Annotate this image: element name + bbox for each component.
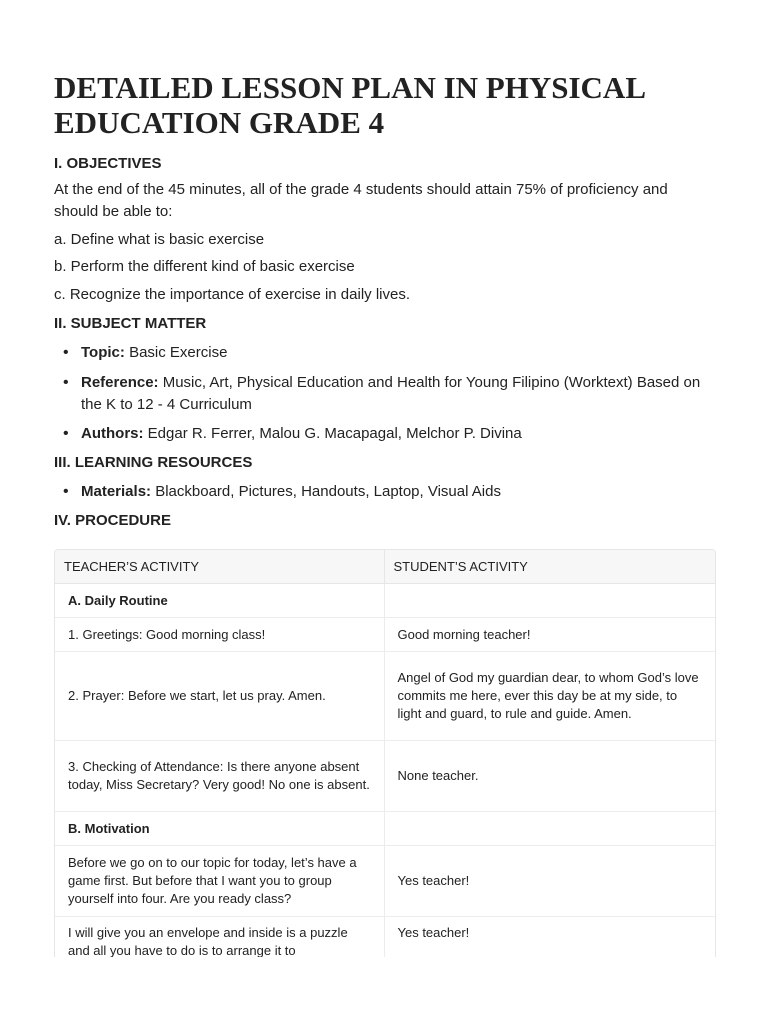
column-header-teacher: TEACHER’S ACTIVITY xyxy=(55,550,384,584)
teacher-cell: I will give you an envelope and inside is a puzzle and all you have to do is to arrange it to xyxy=(55,917,384,958)
table-row xyxy=(55,812,715,846)
student-cell: Angel of God my guardian dear, to whom God’s love commits me here, ever this day be at my side, to light and guard, to rule and guide. Amen. xyxy=(384,652,715,741)
student-cell: Good morning teacher! xyxy=(384,618,715,652)
subject-matter-list xyxy=(54,342,704,445)
list-item xyxy=(54,423,704,445)
learning-resources-list xyxy=(54,481,704,503)
authors-label: Authors: xyxy=(81,425,144,442)
table-row xyxy=(55,846,715,917)
objective-item: c. Recognize the importance of exercise in daily lives. xyxy=(54,286,411,303)
teacher-cell: 3. Checking of Attendance: Is there anyone absent today, Miss Secretary? Very good! No one is absent. xyxy=(55,741,384,812)
table-row xyxy=(55,917,715,958)
student-cell: Yes teacher! xyxy=(384,917,715,958)
materials-value: Blackboard, Pictures, Handouts, Laptop, Visual Aids xyxy=(155,483,501,500)
teacher-cell: Before we go on to our topic for today, let’s have a game first. But before that I want you to group yourself into four. Are you ready class? xyxy=(55,846,384,917)
topic-label: Topic: xyxy=(81,344,125,361)
column-header-student: STUDENT’S ACTIVITY xyxy=(384,550,715,584)
reference-value: Music, Art, Physical Education and Health for Young Filipino (Worktext) Based on the K to 12 - 4 Curriculum xyxy=(81,374,701,413)
student-cell: None teacher. xyxy=(384,741,715,812)
list-item xyxy=(54,372,704,416)
document-title: DETAILED LESSON PLAN IN PHYSICAL EDUCATION GRADE 4 xyxy=(54,70,645,140)
learning-resources-heading: III. LEARNING RESOURCES xyxy=(54,454,253,471)
list-item xyxy=(54,342,704,364)
objective-item: b. Perform the different kind of basic exercise xyxy=(54,258,355,275)
subject-matter-heading: II. SUBJECT MATTER xyxy=(54,315,207,332)
table-row xyxy=(55,584,715,618)
objectives-heading: I. OBJECTIVES xyxy=(54,155,162,172)
teacher-cell: B. Motivation xyxy=(55,812,384,846)
student-cell xyxy=(384,812,715,846)
student-cell: Yes teacher! xyxy=(384,846,715,917)
objectives-intro: At the end of the 45 minutes, all of the grade 4 students should attain 75% of proficiency and should be able to: xyxy=(54,181,668,220)
procedure-table xyxy=(54,549,716,957)
teacher-cell: A. Daily Routine xyxy=(55,584,384,618)
teacher-cell: 1. Greetings: Good morning class! xyxy=(55,618,384,652)
objective-item: a. Define what is basic exercise xyxy=(54,231,265,248)
teacher-cell: 2. Prayer: Before we start, let us pray. Amen. xyxy=(55,652,384,741)
list-item xyxy=(54,481,704,503)
table-row xyxy=(55,652,715,741)
reference-label: Reference: xyxy=(81,374,159,391)
student-cell xyxy=(384,584,715,618)
table-row xyxy=(55,618,715,652)
table-row xyxy=(55,741,715,812)
topic-value: Basic Exercise xyxy=(129,344,228,361)
procedure-heading: IV. PROCEDURE xyxy=(54,512,171,529)
materials-label: Materials: xyxy=(81,483,152,500)
authors-value: Edgar R. Ferrer, Malou G. Macapagal, Melchor P. Divina xyxy=(147,425,522,442)
